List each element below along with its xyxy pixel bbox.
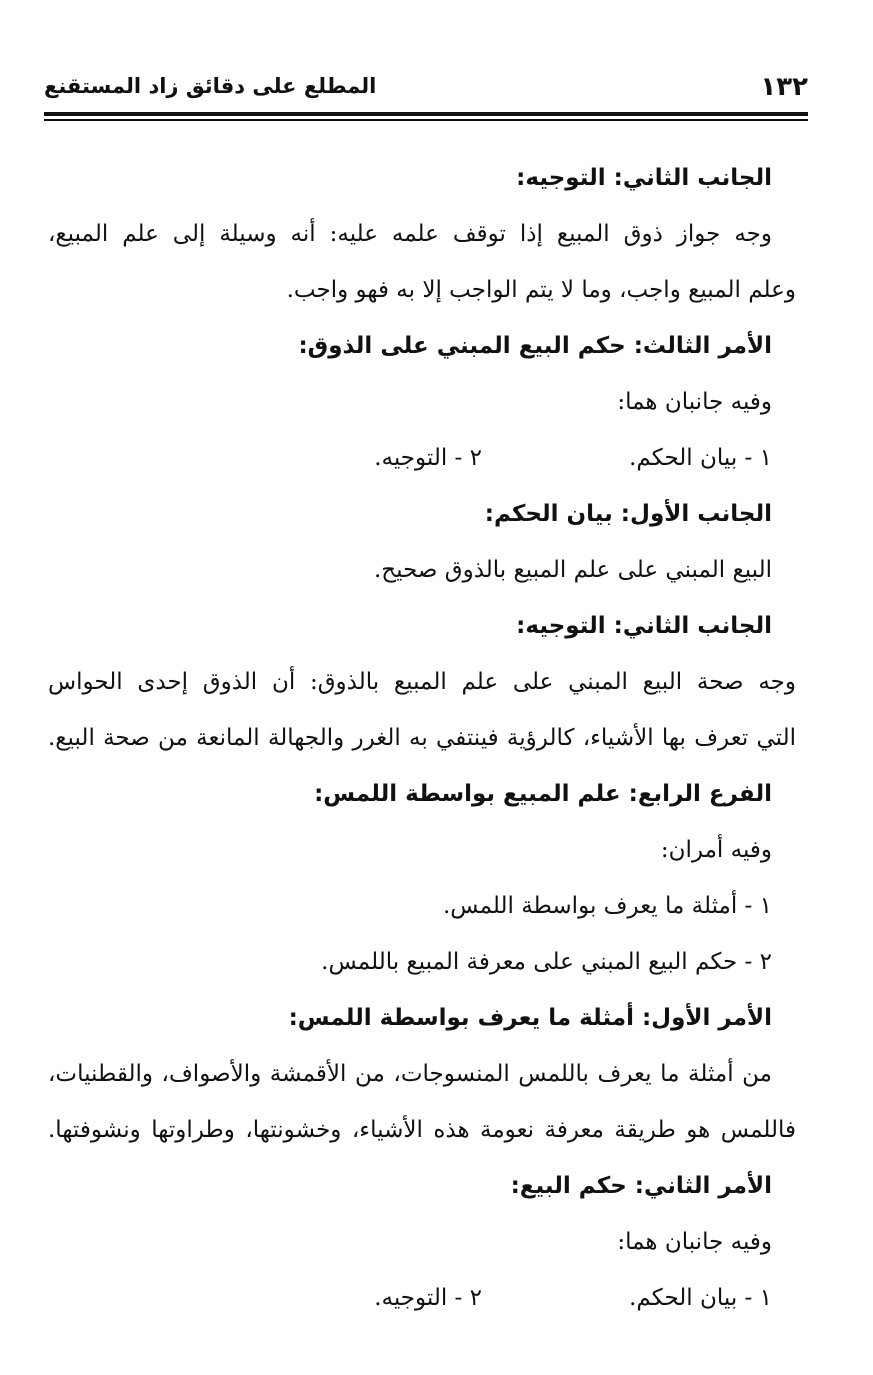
header-rule-thin bbox=[44, 119, 808, 121]
paragraph-line: التي تعرف بها الأشياء، كالرؤية فينتفي به الغرر والجهالة المانعة من صحة البيع. bbox=[48, 725, 796, 751]
paragraph-line: وفيه جانبان هما: bbox=[617, 389, 772, 415]
list-item: ٢ - التوجيه. bbox=[374, 445, 482, 471]
section-heading: الفرع الرابع: علم المبيع بواسطة اللمس: bbox=[314, 781, 772, 807]
paragraph-line: من أمثلة ما يعرف باللمس المنسوجات، من الأقمشة والأصواف، والقطنيات، bbox=[48, 1061, 772, 1087]
list-item: ١ - بيان الحكم. bbox=[629, 445, 772, 471]
section-heading: الأمر الأول: أمثلة ما يعرف بواسطة اللمس: bbox=[288, 1005, 772, 1031]
section-heading: الجانب الثاني: التوجيه: bbox=[516, 613, 772, 639]
page-body bbox=[48, 150, 796, 1326]
paragraph-line: البيع المبني على علم المبيع بالذوق صحيح. bbox=[373, 557, 772, 583]
paragraph-line: وفيه جانبان هما: bbox=[617, 1229, 772, 1255]
section-heading: الأمر الثالث: حكم البيع المبني على الذوق: bbox=[298, 333, 772, 359]
list-row bbox=[48, 430, 772, 486]
paragraph-line: وجه صحة البيع المبني على علم المبيع بالذوق: أن الذوق إحدى الحواس bbox=[48, 669, 796, 695]
paragraph-line: وعلم المبيع واجب، وما لا يتم الواجب إلا به فهو واجب. bbox=[286, 277, 796, 303]
list-item: ٢ - التوجيه. bbox=[374, 1285, 482, 1311]
page-number: ١٣٢ bbox=[760, 72, 808, 102]
section-heading: الجانب الثاني: التوجيه: bbox=[516, 165, 772, 191]
section-heading: الأمر الثاني: حكم البيع: bbox=[510, 1173, 772, 1199]
list-item: ١ - أمثلة ما يعرف بواسطة اللمس. bbox=[442, 893, 772, 919]
section-heading: الجانب الأول: بيان الحكم: bbox=[484, 501, 772, 527]
running-title: المطلع على دقائق زاد المستقنع bbox=[44, 74, 377, 98]
paragraph-line: وفيه أمران: bbox=[660, 837, 772, 863]
list-item: ١ - بيان الحكم. bbox=[629, 1285, 772, 1311]
list-row bbox=[48, 1270, 772, 1326]
page-header bbox=[44, 70, 808, 110]
paragraph-line: فاللمس هو طريقة معرفة نعومة هذه الأشياء، وخشونتها، وطراوتها ونشوفتها. bbox=[48, 1117, 796, 1143]
header-rule-thick bbox=[44, 112, 808, 116]
paragraph-line: وجه جواز ذوق المبيع إذا توقف علمه عليه: أنه وسيلة إلى علم المبيع، bbox=[48, 221, 772, 247]
list-item: ٢ - حكم البيع المبني على معرفة المبيع باللمس. bbox=[321, 949, 772, 975]
